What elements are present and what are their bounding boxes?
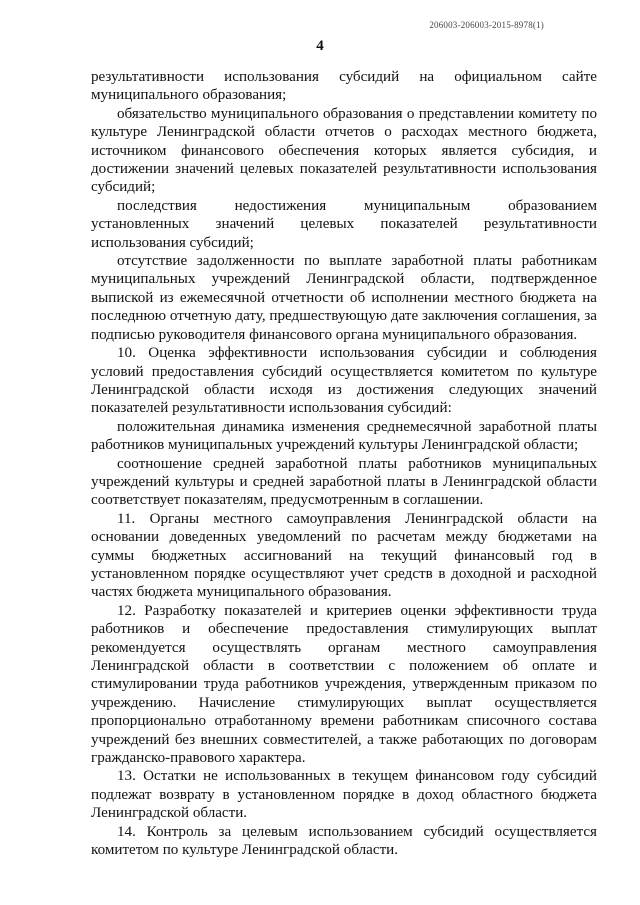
- paragraph: 10. Оценка эффективности использования субсидии и соблюдения условий предоставления субсидий осуществляется комитетом по культуре Ленинградской области исходя из достижения следующих значений показателей результативности использования субсидий:: [91, 345, 597, 417]
- paragraph: последствия недостижения муниципальным образованием установленных значений целевых показателей результативности использования субсидий;: [91, 197, 597, 251]
- paragraph: 13. Остатки не использованных в текущем финансовом году субсидий подлежат возврату в установленном порядке в доход областного бюджета Ленинградской области.: [91, 768, 597, 822]
- document-body: [91, 68, 597, 859]
- paragraph: обязательство муниципального образования о представлении комитету по культуре Ленинградской области отчетов о расходах местного бюджета, источником финансового обеспечения которых является субсидия, и достижении значений целевых показателей результативности использования субсидий;: [91, 105, 597, 196]
- paragraph: 12. Разработку показателей и критериев оценки эффективности труда работников и обеспечение предоставления стимулирующих выплат рекомендуется осуществлять органам местного самоуправления Ленинградской области в соответствии с положением об оплате и стимулировании труда работников учреждения, утвержденным приказом по учреждению. Начисление стимулирующих выплат осуществляется пропорционально отработанному времени работникам списочного состава учреждений без внешних совместителей, а также работающих по договорам гражданско-правового характера.: [91, 602, 597, 767]
- document-id: 206003-206003-2015-8978(1): [429, 20, 544, 30]
- paragraph: 14. Контроль за целевым использованием субсидий осуществляется комитетом по культуре Ленинградской области.: [91, 823, 597, 859]
- paragraph: результативности использования субсидий на официальном сайте муниципального образования;: [91, 69, 597, 104]
- paragraph: положительная динамика изменения среднемесячной заработной платы работников муниципальных учреждений культуры Ленинградской области;: [91, 418, 597, 454]
- paragraph: отсутствие задолженности по выплате заработной платы работникам муниципальных учреждений Ленинградской области, подтвержденное выпиской из ежемесячной отчетности об исполнении местного бюджета на последнюю отчетную дату, предшествующую дате заключения соглашения, за подписью руководителя финансового органа муниципального образования.: [91, 253, 597, 343]
- paragraph: 11. Органы местного самоуправления Ленинградской области на основании доведенных уведомлений по расчетам между бюджетами на суммы бюджетных ассигнований на текущий финансовый год в установленном порядке осуществляют учет средств в доходной и расходной частях бюджета муниципального образования.: [91, 510, 597, 601]
- paragraph: соотношение средней заработной платы работников муниципальных учреждений культуры и средней заработной платы в Ленинградской области соответствует показателям, предусмотренным в соглашении.: [91, 455, 597, 509]
- page-number: 4: [316, 38, 324, 54]
